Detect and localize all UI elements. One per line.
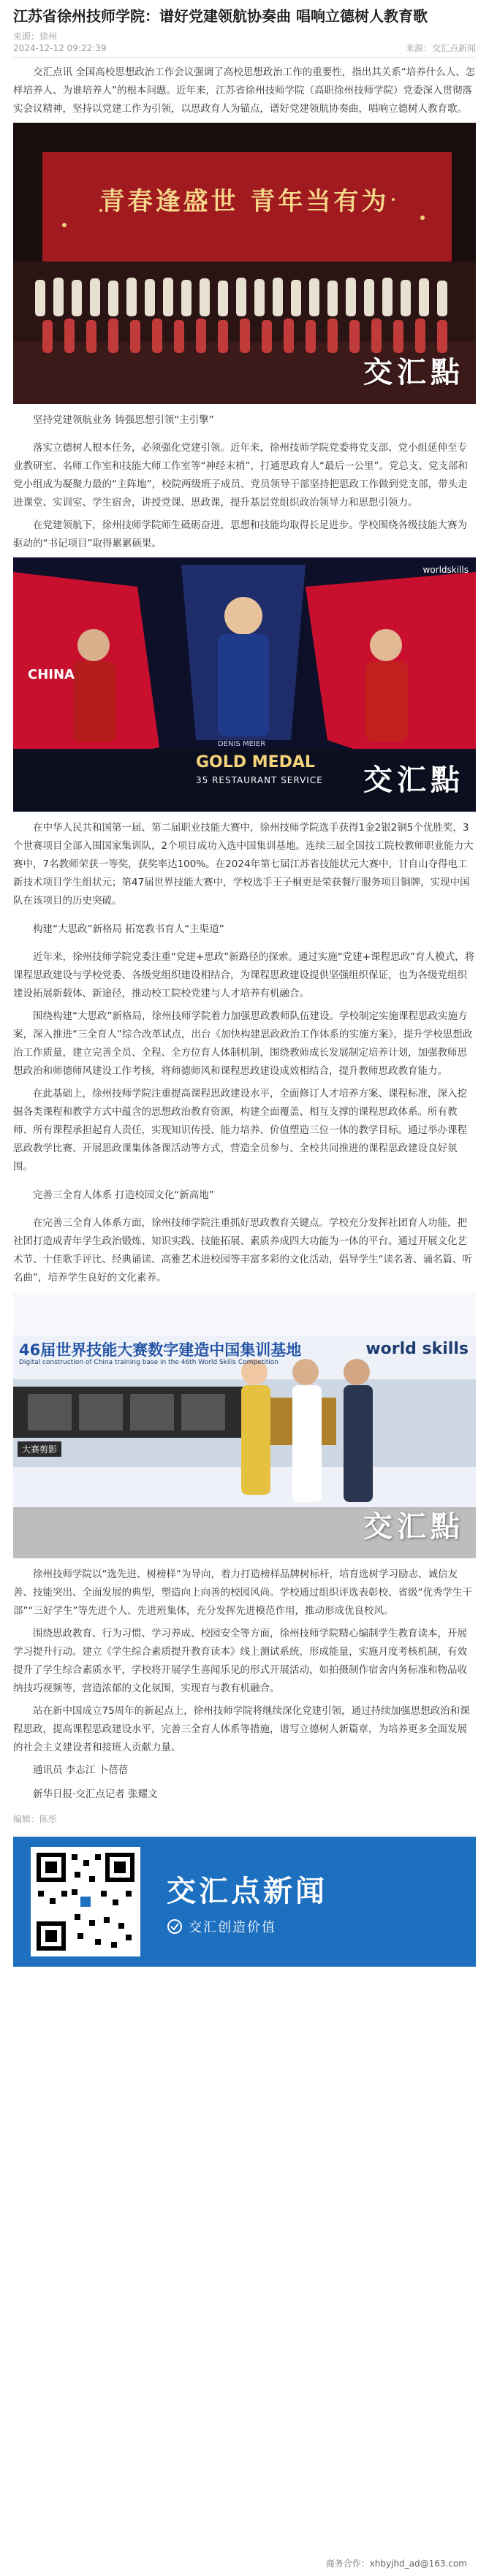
subheading-1: 坚持党建领航业务 铸强思想引领“主引擎” (33, 414, 214, 426)
paragraph-intro: 交汇点讯 全国高校思想政治工作会议强调了高校思想政治工作的重要性，指出其关系“培养什么人、怎样培养人、为谁培养人”的根本问题。近年来，江苏省徐州技师学院（高职徐州技师学院）党委深入贯彻落实会议精神，坚持以党建工作为引领，以思政育人为锚点，谱好党建领航协奏曲，唱响立德树人教育歌。 (13, 66, 476, 115)
banner-app-name: 交汇点新闻 (167, 1874, 327, 1908)
photo-watermark: 交汇點 (363, 355, 464, 389)
app-banner[interactable] (13, 1837, 476, 1967)
photo-stage-ceremony (13, 123, 476, 404)
flag-text: CHINA (28, 667, 75, 682)
reporter-credit: 通讯员 李志江 卜蓓蓓 (33, 1764, 129, 1776)
source-value: 徐州 (39, 31, 58, 42)
logo-mark-icon (167, 1918, 183, 1935)
paragraph-party-ideology: 近年来，徐州技师学院党委注重“党建+思政”新路径的探索。通过实施“党建+课程思政”育人模式，将课程思政建设与学校党委、各级党组织建设相结合，为课程思政建设提供坚强组织保证，也为各级党组织建设拓展新载体、新途径，推动校工院校党建与人才培养有机融合。 (13, 951, 475, 999)
banner-slogan: 交汇创造价值 (189, 1919, 276, 1935)
medal-subtitle: 35 RESTAURANT SERVICE (196, 775, 323, 785)
banner-text (167, 1868, 327, 1936)
worldskills-logo: world skills (365, 1340, 469, 1358)
photo-watermark: 交汇點 (363, 763, 464, 797)
paragraph-role-models: 徐州技师学院以“选先进、树榜样”为导向，着力打造榜样品牌树标杆，培育选树学习励志、诚信友善、技能突出、全面发展的典型，塑造向上向善的校园风尚。学校通过组织评选表彰校、省级“优秀学生干部”“三好学生”等先进个人、先进班集体，充分发挥先进模范作用，推动形成优良校风。 (13, 1569, 472, 1617)
board-subtitle: Digital construction of China training base in the 46th World Skills Competition (19, 1359, 278, 1366)
qr-code-icon[interactable] (31, 1847, 140, 1956)
paragraph-achievements-intro: 在党建领航下，徐州技师学院师生砥砺奋进，思想和技能均取得长足进步。学校围绕各级技能大赛为驱动的“书记项目”取得累累硕果。 (13, 519, 467, 549)
source-label: 来源： (13, 31, 40, 42)
business-contact[interactable]: 商务合作：xhbyjhd_ad@163.com (325, 2558, 467, 2569)
meta-source (13, 31, 476, 42)
photo-watermark: 交汇點 (363, 1509, 464, 1544)
journalist-credit: 新华日报·交汇点记者 张耀文 (33, 1788, 158, 1800)
paragraph-party-building: 落实立德树人根本任务，必须强化党建引领。近年来，徐州技师学院党委将党支部、党小组延伸至专业教研室、名师工作室和技能大师工作室等“神经末梢”，打通思政育人“最后一公里”。党总支、党支部和党小组成为凝聚力最的“主阵地”，校院两级班子成员、党员领导干部坚持把思政工作做到党支部，带头走进课堂、实训室、学生宿舍，讲授党课、思政课，提升基层党组织政治领导力和思想引领力。 (13, 442, 468, 508)
origin-source: 来源：交汇点新闻 (405, 43, 476, 53)
footer (0, 2551, 489, 2576)
paragraph-campus-culture: 在完善三全育人体系方面，徐州技师学院注重抓好思政教育关键点。学校充分发挥社团育人功能，把社团打造成青年学生政治锻炼、知识实践、技能拓展、素质养成四大功能为一体的平台。通过开展文化艺术节、十佳歌手评比、经典诵读、高雅艺术进校园等丰富多彩的文化活动，倡导学生“读名著、诵名篇、听名曲”，培养学生良好的文化素养。 (13, 1217, 472, 1284)
article-title: 江苏省徐州技师学院：谱好党建领航协奏曲 唱响立德树人教育歌 (13, 7, 428, 25)
worldskills-logo: worldskills (422, 565, 469, 575)
banner-slogan-row (167, 1917, 327, 1936)
photo-training-base (13, 1292, 476, 1558)
paragraph-competition-results: 在中华人民共和国第一届、第二届职业技能大赛中，徐州技师学院选手获得1金2银2铜5个优胜奖，3个世赛项目全部入围国家集训队，2个项目成功入选中国集训基地。连续三届全国技工院校教师职业能力大赛中，7名教师荣获一等奖，获奖率达100%。在2024年第七届江苏省技能状元大赛中，甘自山夺得电工新技术项目学生组状元；第47届世界技能大赛中，学校选手王子桐更是荣获餐厅服务项目铜牌，实现中国队在该项目的历史突破。 (13, 822, 474, 907)
paragraph-student-reader: 围绕思政教育、行为习惯、学习养成、校园安全等方面，徐州技师学院精心编制学生教育读本，开展学习提升行动。建立《学生综合素质提升教育读本》线上测试系统，形成能量，实施月度考核机制，有效提升了学生综合素质水平，学校将开展学生喜闻乐见的形式开展活动，如拍摄制作宿舍内务标准和物品收纳技巧视频等，营造浓郁的文化氛围，实现育与教有机融合。 (13, 1628, 467, 1694)
paragraph-teacher-team: 围绕构建“大思政”新格局，徐州技师学院着力加强思政教师队伍建设。学校制定实施课程思政实施方案，深入推进“三全育人”综合改革试点，出台《加快构建思政政治工作体系的实施方案》，提升学校思想政治工作质量，建立完善全员、全程、全方位育人体制机制，围绕教师成长发展制定培养计划，加强教师思想政治和师德师风建设工作考核，将师德师风和课程思政建设成效相结合，提升教师思政教育能力。 (13, 1010, 473, 1077)
publish-time: 2024-12-12 09:22:39 (13, 43, 107, 53)
subheading-3: 完善三全育人体系 打造校园文化“新高地” (33, 1189, 214, 1201)
board-title: 46届世界技能大赛数字建造中国集训基地 (19, 1341, 302, 1359)
stage-slogan: 青春逢盛世 青年当有为 (99, 187, 390, 216)
meta-row (13, 42, 476, 54)
medal-title: GOLD MEDAL (196, 753, 315, 771)
divider (13, 57, 476, 58)
name-tag: DENIS MEIER (218, 740, 266, 748)
paragraph-curriculum: 在此基础上，徐州技师学院注重提高课程思政建设水平，全面修订人才培养方案、课程标准，深入挖掘各类课程和教学方式中蕴含的思想政治教育资源，构建全面覆盖、相互支撑的课程思政体系。所有教师、所有课程承担起育人责任，实现知识传授、能力培养、价值塑造三位一体的教学目标。通过举办课程思政教学比赛、开展思政课集体备课活动等方式，营造全员参与、全校共同推进的课程思政建设良好氛围。 (13, 1088, 467, 1173)
side-tag: 大赛剪影 (18, 1441, 61, 1457)
photo-medal-ceremony (13, 557, 476, 812)
paragraph-conclusion: 站在新中国成立75周年的新起点上，徐州技师学院将继续深化党建引领，通过持续加强思想政治和课程思政，提高课程思政建设水平，完善三全育人体系等措施，谱写立德树人新篇章，为培养更多全面发展的社会主义建设者和接班人贡献力量。 (13, 1705, 470, 1753)
credits (13, 1761, 476, 1804)
subheading-2: 构建“大思政”新格局 拓宽教书育人“主渠道” (33, 923, 224, 935)
editor-credit: 编辑：陈彤 (13, 1814, 58, 1824)
